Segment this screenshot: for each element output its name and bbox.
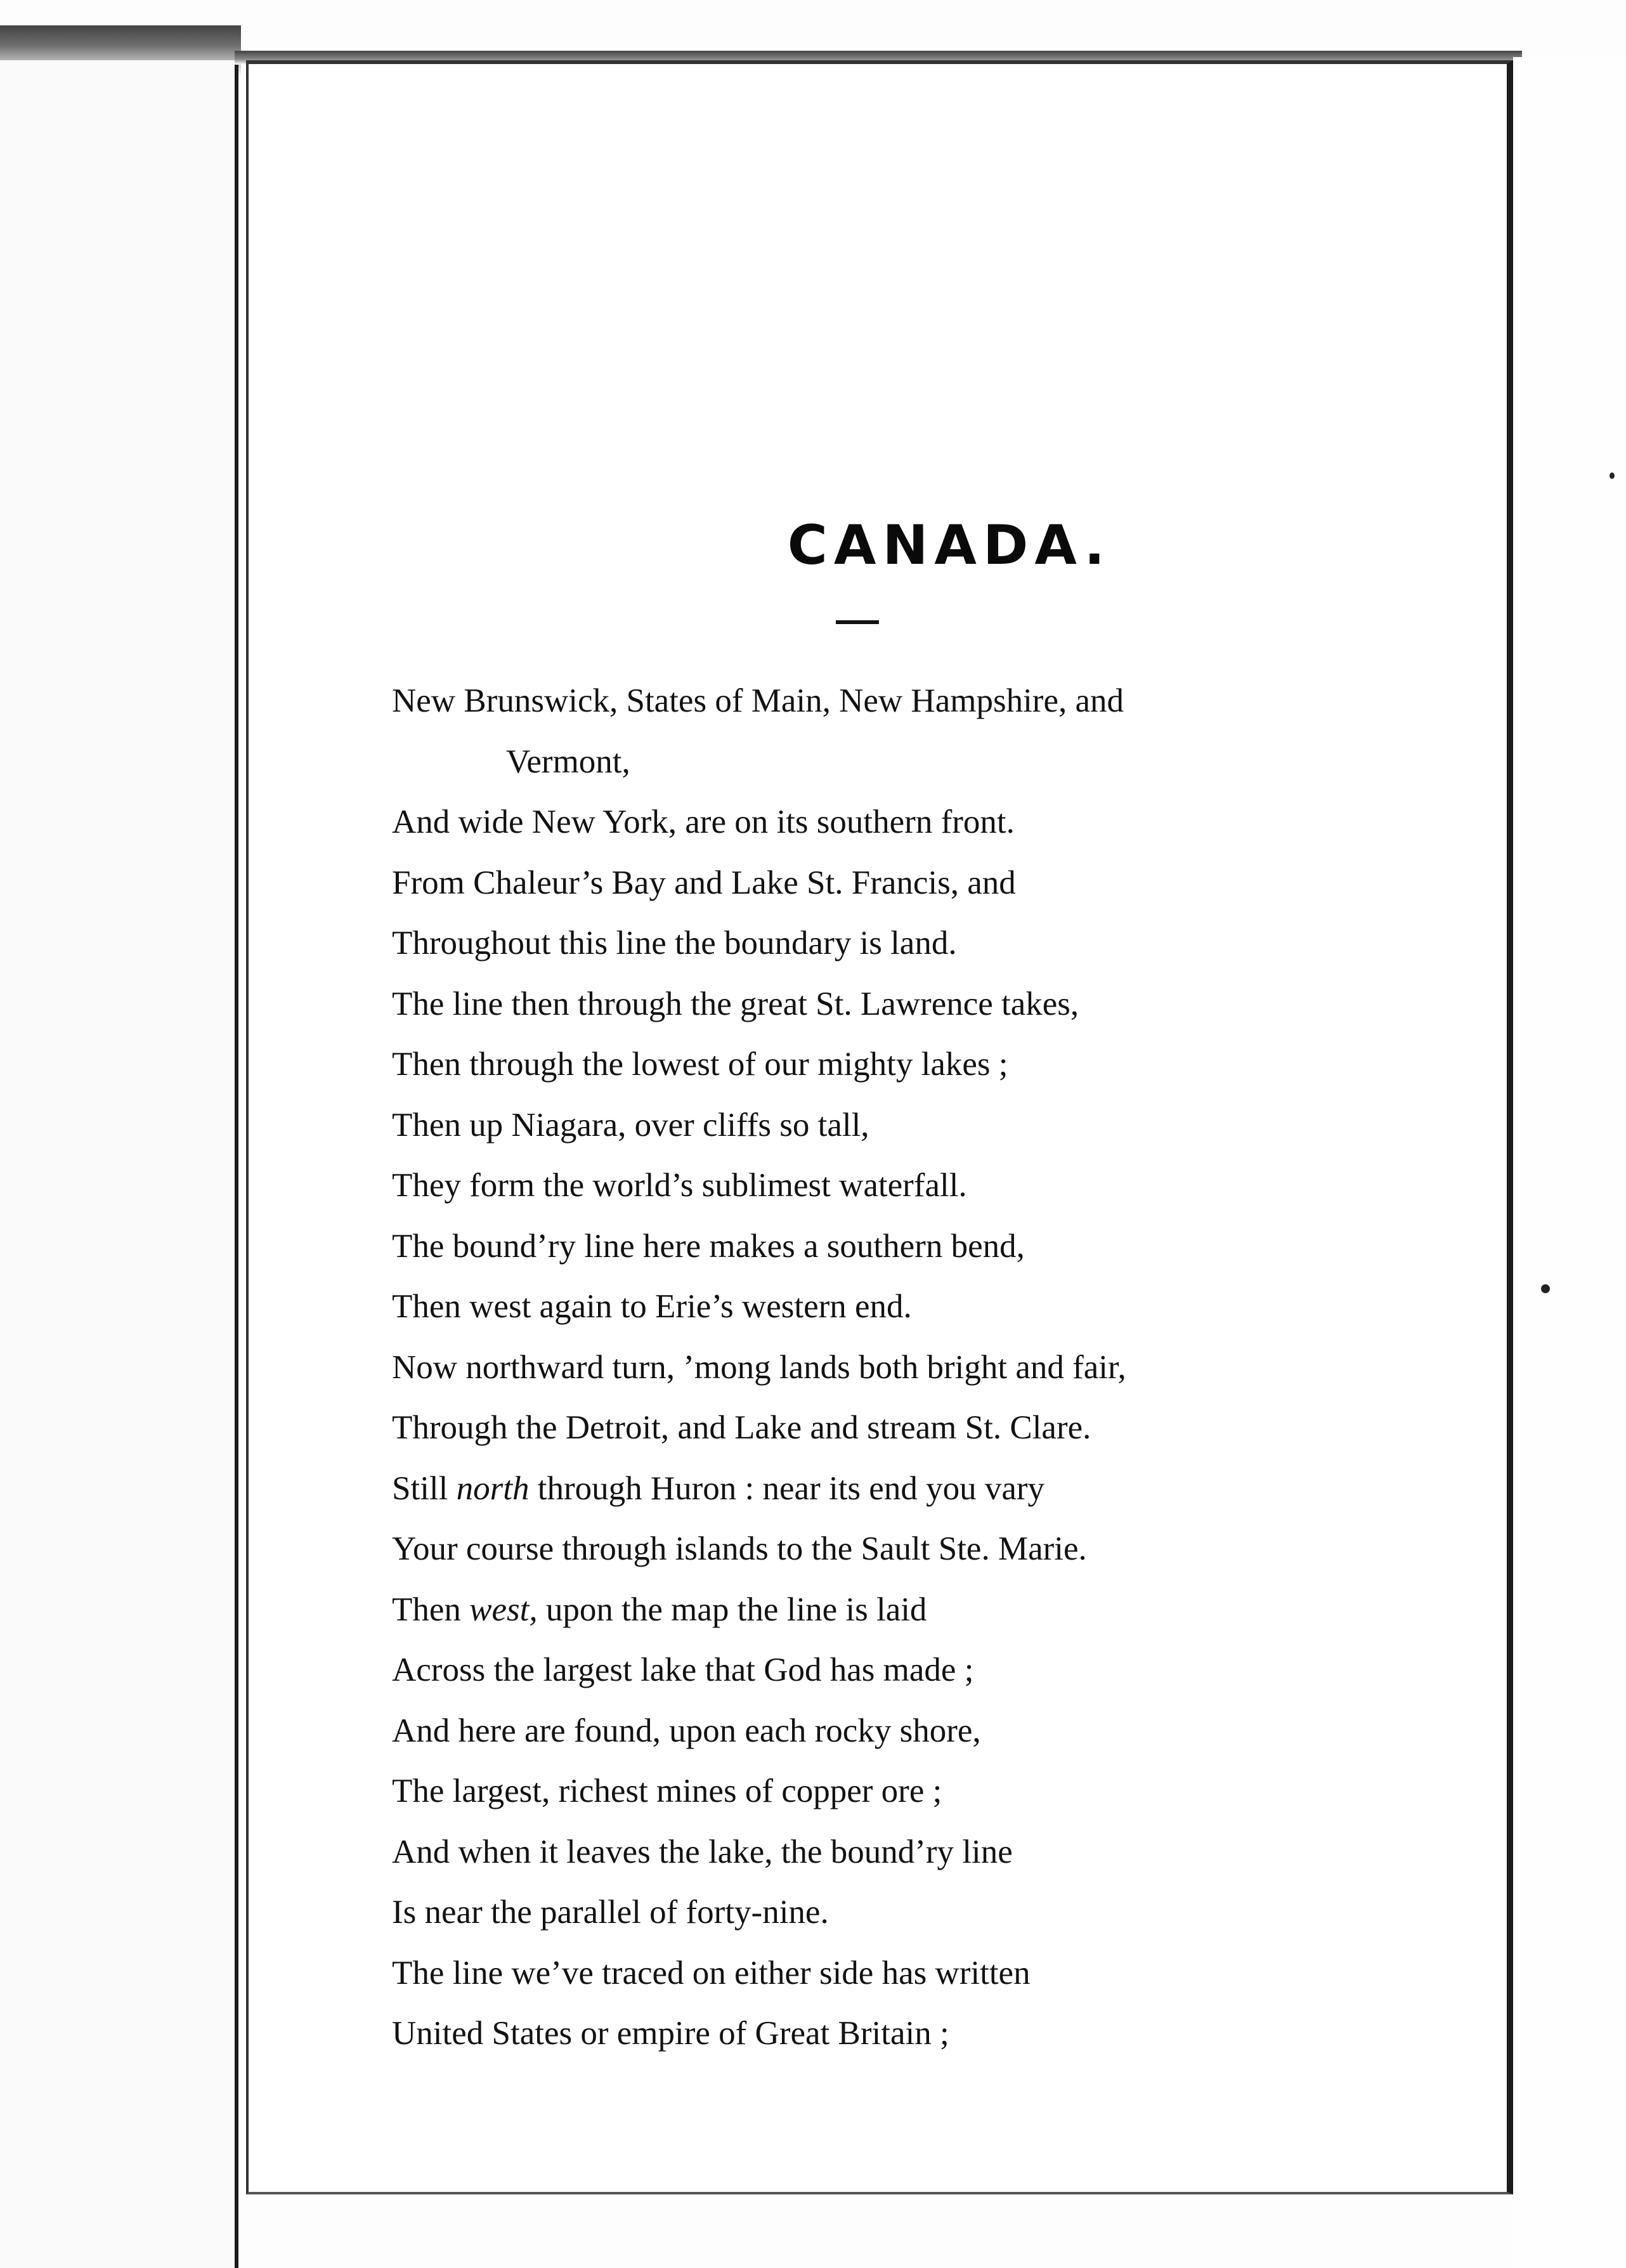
poem-line: Throughout this line the boundary is land.: [392, 925, 957, 961]
line-text: Then: [392, 1591, 470, 1628]
poem-line: [392, 1580, 1356, 1641]
page-title: CANADA.: [787, 514, 1112, 577]
emphasized-word: west,: [469, 1591, 538, 1628]
poem-line: The bound’ry line here makes a southern bend,: [392, 1227, 1025, 1265]
poem-line: Then up Niagara, over cliffs so tall,: [392, 1106, 869, 1144]
poem-line: And when it leaves the lake, the bound’ry line: [392, 1833, 1013, 1870]
poem-line: The line we’ve traced on either side has written: [392, 1954, 1031, 1991]
poem-body: [392, 671, 1356, 2064]
poem-line: The largest, richest mines of copper ore ;: [392, 1773, 942, 1809]
poem-line: From Chaleur’s Bay and Lake St. Francis, and: [392, 864, 1016, 901]
poem-line: New Brunswick, States of Main, New Hampshire, and: [392, 682, 1124, 719]
poem-line: Is near the parallel of forty-nine.: [392, 1894, 829, 1931]
line-text: through Huron : near its end you vary: [529, 1470, 1044, 1507]
poem-line: They form the world’s sublimest waterfall.: [392, 1167, 967, 1204]
right-margin: [1513, 57, 1626, 2268]
poem-line: Then through the lowest of our mighty lakes ;: [392, 1046, 1008, 1083]
emphasized-word: north: [456, 1470, 530, 1507]
poem-line: Through the Detroit, and Lake and stream St. Clare.: [392, 1409, 1091, 1446]
line-text: upon the map the line is laid: [537, 1591, 927, 1628]
poem-line: And wide New York, are on its southern front.: [392, 804, 1015, 840]
poem-line: The line then through the great St. Lawrence takes,: [392, 985, 1079, 1022]
poem-line: Your course through islands to the Sault Ste. Marie.: [392, 1530, 1087, 1567]
poem-line: And here are found, upon each rocky shore,: [392, 1712, 981, 1749]
previous-page-edge: [0, 60, 238, 2268]
poem-line: Then west again to Erie’s western end.: [392, 1288, 912, 1325]
poem-line: Vermont,: [506, 743, 630, 780]
poem-line: Now northward turn, ’mong lands both bright and fair,: [392, 1348, 1126, 1386]
line-text: Still: [392, 1470, 457, 1507]
title-rule: [836, 620, 879, 624]
ink-spot: [1610, 472, 1615, 479]
poem-line: United States or empire of Great Britain ;: [392, 2015, 949, 2052]
poem-line: Across the largest lake that God has made ;: [392, 1652, 974, 1688]
poem-line: [392, 1459, 1356, 1520]
ink-spot: [1541, 1284, 1550, 1293]
